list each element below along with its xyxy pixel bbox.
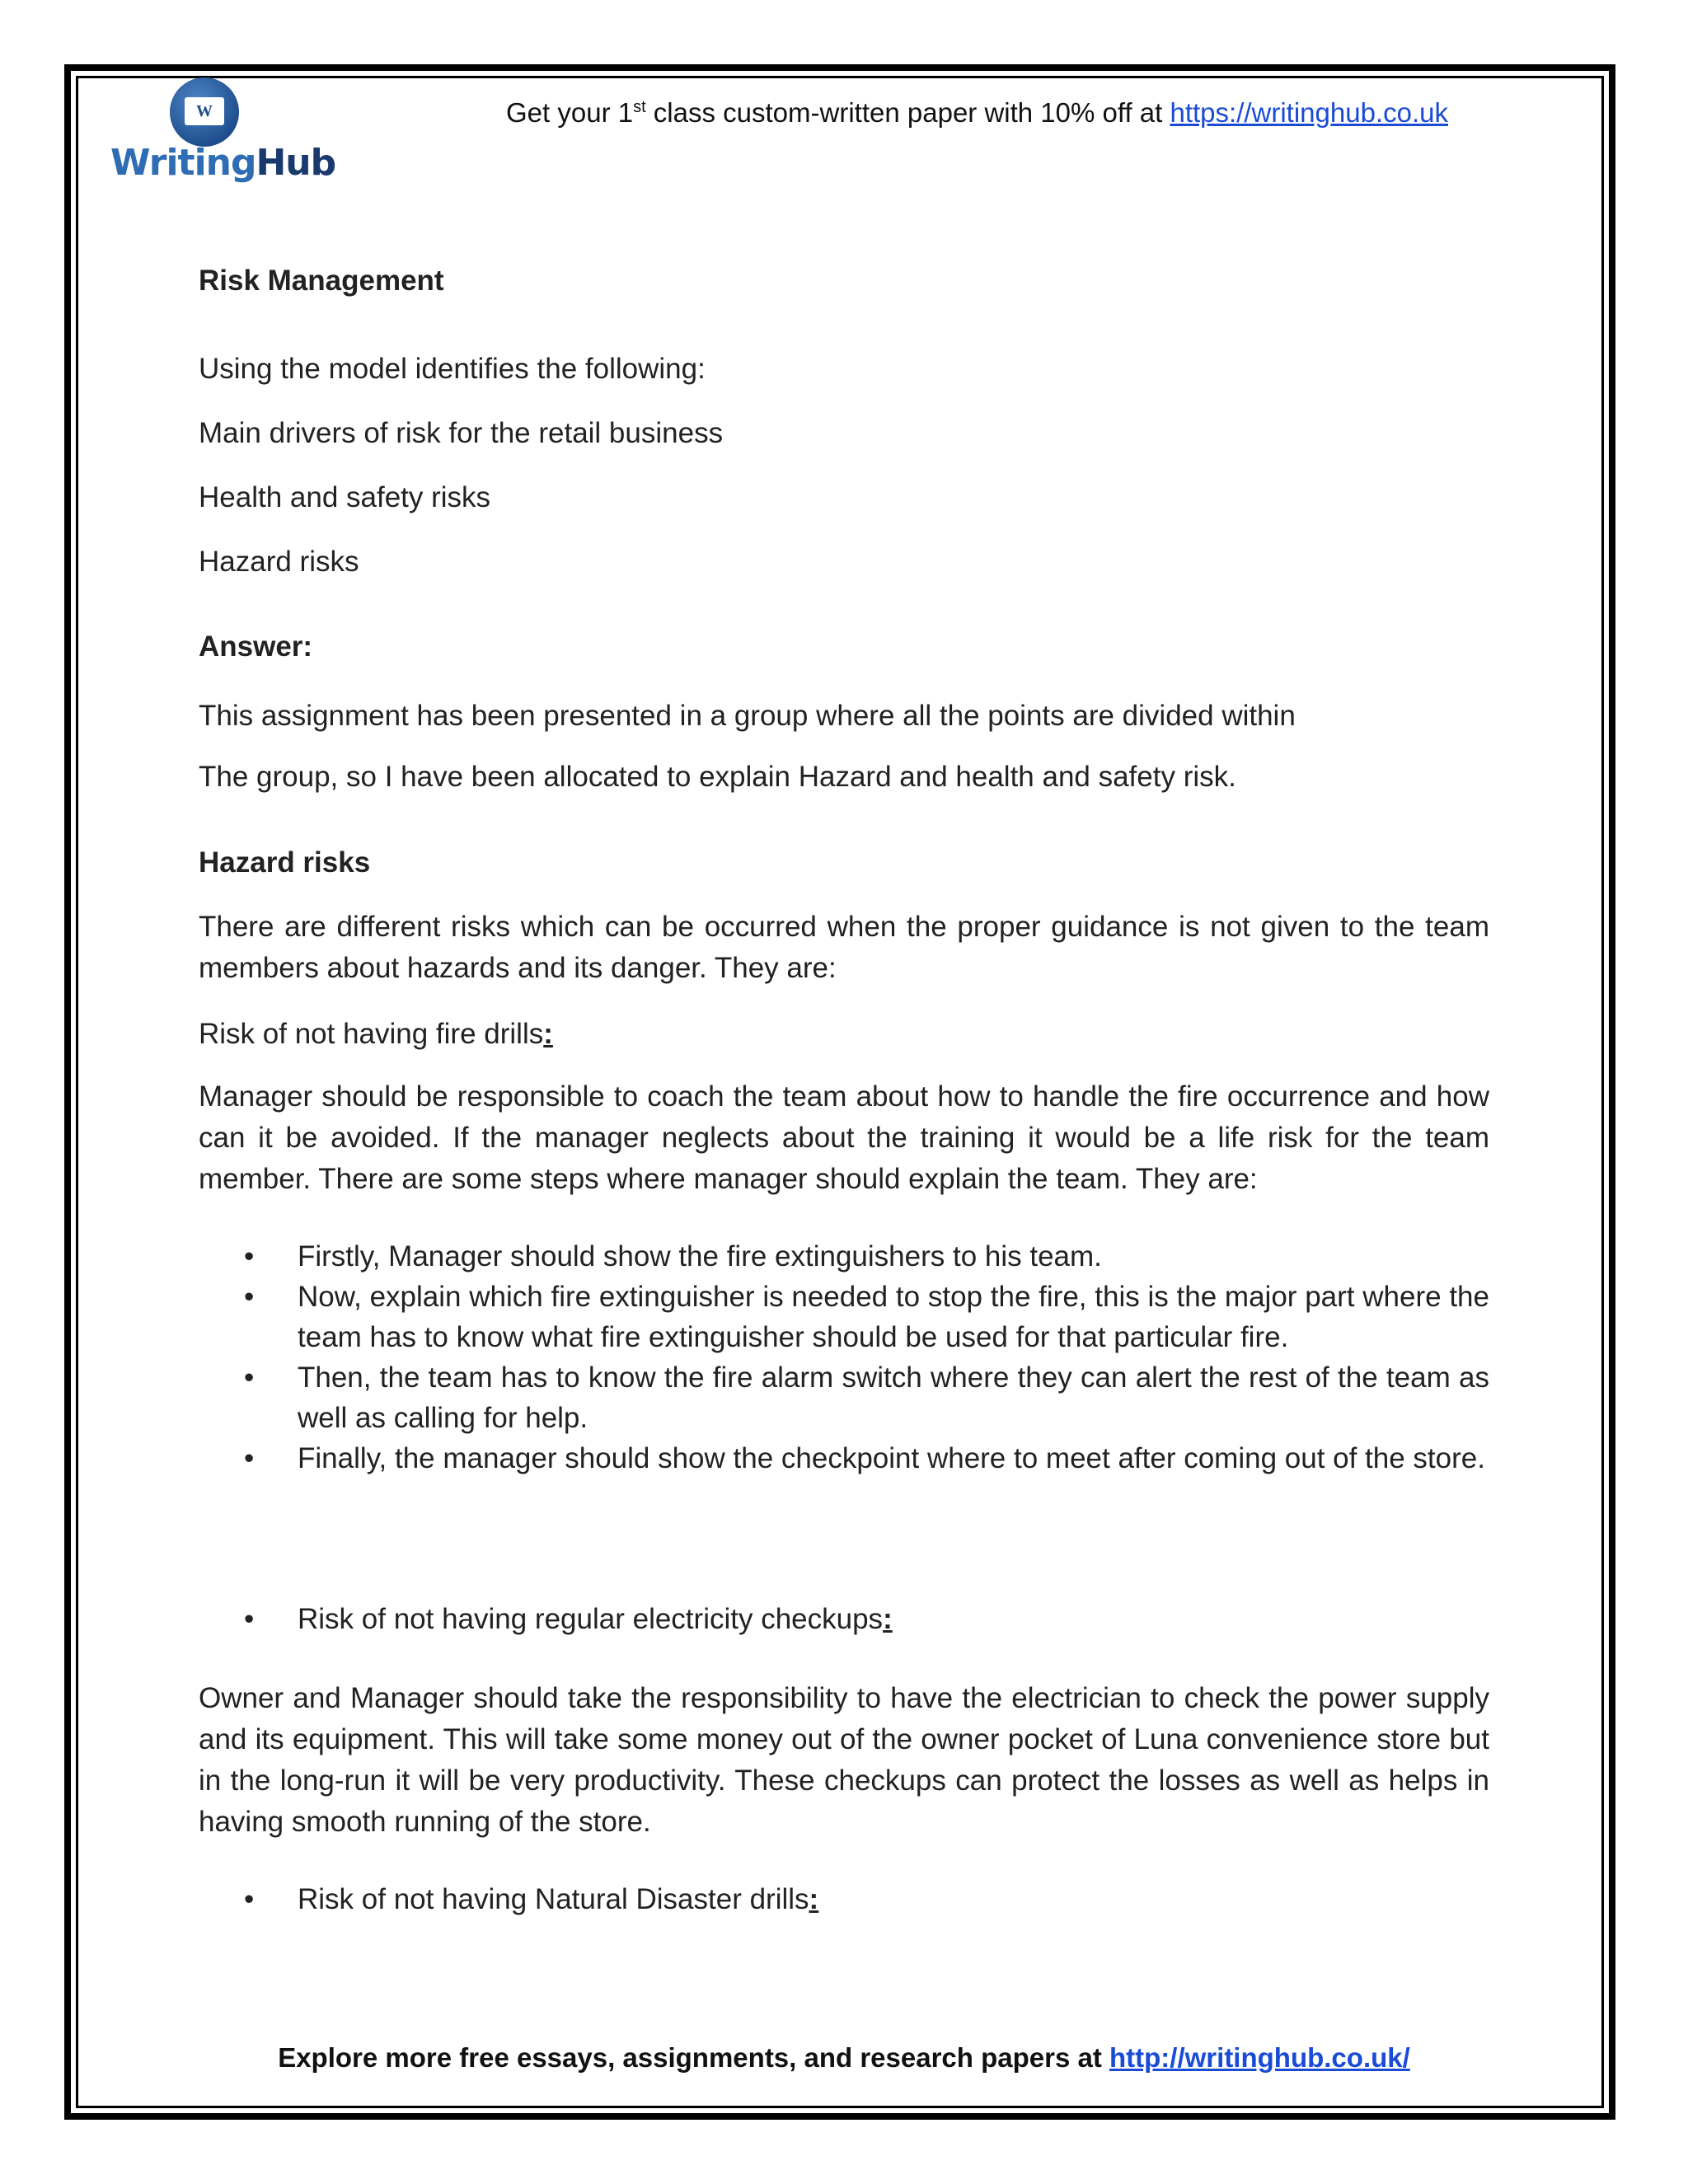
bullet-icon: •: [244, 1281, 255, 1313]
question-item: Main drivers of risk for the retail business: [199, 417, 724, 449]
fire-steps-list: [199, 1236, 1489, 1479]
hazard-intro: There are different risks which can be occurred when the proper guidance is not given to the team members about hazards and its danger. They are:: [199, 911, 1489, 984]
bullet-icon: •: [244, 1240, 255, 1272]
disaster-list: [199, 1879, 1489, 1919]
hazard-heading: Hazard risks: [199, 846, 371, 879]
answer-line: This assignment has been presented in a group where all the points are divided within: [199, 700, 1296, 732]
answer-heading: Answer:: [199, 630, 313, 663]
logo-wordmark: WritingHub: [110, 142, 336, 184]
bullet-icon: •: [244, 1603, 255, 1635]
writinghub-logo: [110, 77, 336, 185]
promo-link[interactable]: https://writinghub.co.uk: [1170, 97, 1448, 128]
footer-link[interactable]: http://writinghub.co.uk/: [1109, 2042, 1410, 2073]
bullet-icon: •: [244, 1442, 255, 1474]
answer-line: The group, so I have been allocated to explain Hazard and health and safety risk.: [199, 761, 1236, 793]
question-intro: Using the model identifies the following:: [199, 353, 706, 385]
list-item: • Finally, the manager should show the checkpoint where to meet after coming out of the store.: [199, 1438, 1489, 1479]
book-icon: W: [185, 97, 224, 125]
list-item: • Firstly, Manager should show the fire extinguishers to his team.: [199, 1236, 1489, 1277]
electricity-paragraph: Owner and Manager should take the responsibility to have the electrician to check the power supply and its equipment. This will take some money out of the owner pocket of Luna convenience store but in the long-run it will be very productivity. These checkups can protect the losses as well as helps in having smooth running of the store.: [199, 1682, 1489, 1838]
question-item: Hazard risks: [199, 546, 359, 578]
fire-heading: Risk of not having fire drills:: [199, 1018, 553, 1050]
list-item: • Now, explain which fire extinguisher is needed to stop the fire, this is the major part where the team has to know what fire extinguisher should be used for that particular fire.: [199, 1277, 1489, 1357]
promo-header: Get your 1st class custom-written paper with 10% off at https://writinghub.co.uk: [506, 97, 1448, 128]
footer: Explore more free essays, assignments, and research papers at http://writinghub.co.uk/: [278, 2042, 1410, 2073]
bullet-icon: •: [244, 1883, 255, 1915]
bullet-icon: •: [244, 1361, 255, 1394]
list-item: • Risk of not having regular electricity checkups:: [199, 1599, 1489, 1639]
fire-paragraph: Manager should be responsible to coach the team about how to handle the fire occurrence and how can it be avoided. If the manager neglects about the training it would be a life risk for the team member. There are some steps where manager should explain the team. They are:: [199, 1080, 1489, 1195]
list-item: • Then, the team has to know the fire alarm switch where they can alert the rest of the team as well as calling for help.: [199, 1357, 1489, 1438]
electricity-list: [199, 1599, 1489, 1639]
document-title: Risk Management: [199, 265, 444, 297]
question-item: Health and safety risks: [199, 481, 491, 513]
list-item: • Risk of not having Natural Disaster drills:: [199, 1879, 1489, 1919]
